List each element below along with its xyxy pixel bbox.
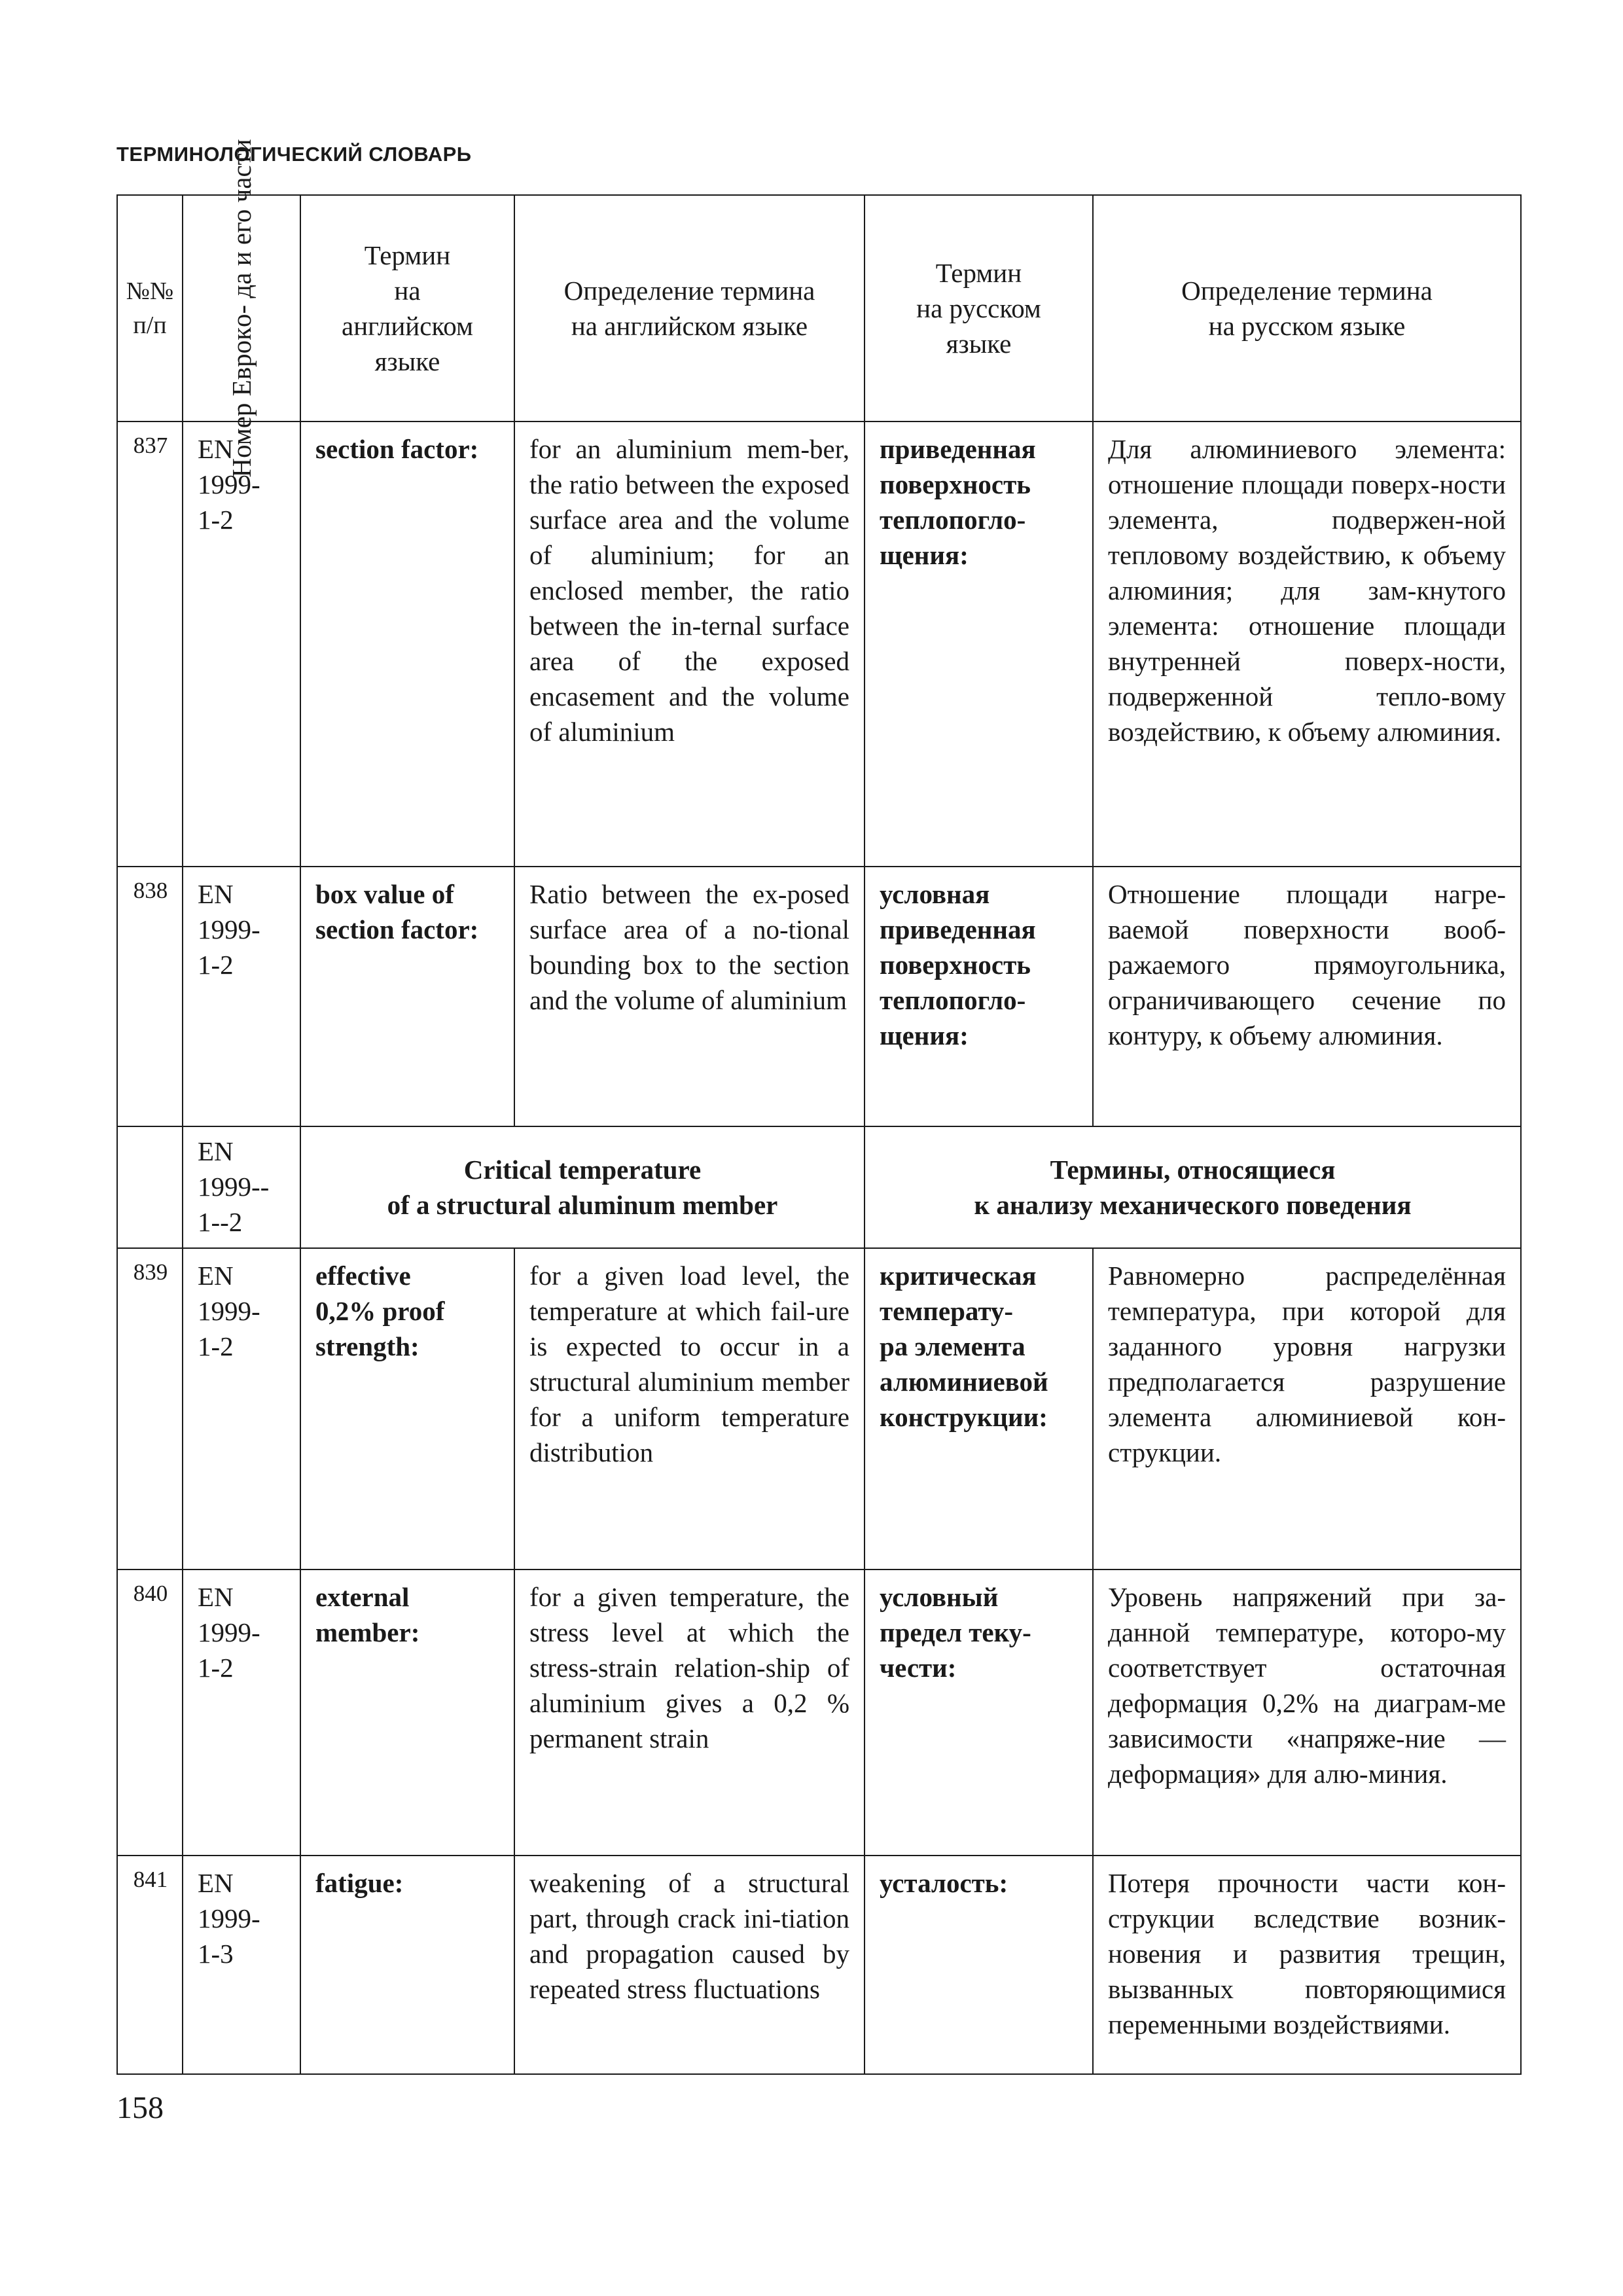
row-definition-en: for a given load level, the temperature at which fail-ure is expected to occur in a structural aluminium member for a uniform temperature distribution	[514, 1248, 865, 1570]
row-term-en: effective 0,2% proof strength:	[300, 1248, 514, 1570]
header-definition-en: Определение термина на английском языке	[514, 195, 865, 422]
header-number: №№ п/п	[117, 195, 183, 422]
header-term-ru: Термин на русском языке	[865, 195, 1093, 422]
section-title-ru: Термины, относящиеся к анализу механического поведения	[865, 1126, 1521, 1248]
row-definition-en: weakening of a structural part, through crack ini-tiation and propagation caused by repeated stress fluctuations	[514, 1856, 865, 2074]
header-row	[117, 195, 1521, 422]
row-term-en: external member:	[300, 1570, 514, 1856]
row-term-en: fatigue:	[300, 1856, 514, 2074]
row-eurocode: EN 1999- 1-2	[183, 1570, 300, 1856]
table-row	[117, 867, 1521, 1126]
header-eurocode	[183, 139, 300, 478]
table-row	[117, 422, 1521, 867]
row-term-ru: приведенная поверхность теплопогло- щения:	[865, 422, 1093, 867]
row-eurocode: EN 1999- 1-3	[183, 1856, 300, 2074]
row-definition-ru: Равномерно распределённая температура, при которой для заданного уровня нагрузки предполагается разрушение элемента алюминиевой кон-струкции.	[1093, 1248, 1521, 1570]
row-definition-ru: Отношение площади нагре-ваемой поверхности вооб-ражаемого прямоугольника, ограничивающего сечение по контуру, к объему алюминия.	[1093, 867, 1521, 1126]
row-number: 837	[117, 422, 183, 867]
row-term-en: box value of section factor:	[300, 867, 514, 1126]
section-eurocode: EN 1999-- 1--2	[183, 1126, 300, 1248]
row-number: 840	[117, 1570, 183, 1856]
row-eurocode: EN 1999- 1-2	[183, 422, 300, 867]
table-row	[117, 1856, 1521, 2074]
header-term-en: Термин на английском языке	[300, 195, 514, 422]
row-term-en: section factor:	[300, 422, 514, 867]
row-eurocode: EN 1999- 1-2	[183, 867, 300, 1126]
row-number: 841	[117, 1856, 183, 2074]
row-definition-ru: Потеря прочности части кон-струкции вследствие возник-новения и развития трещин, вызванных повторяющимися переменными воздействиями.	[1093, 1856, 1521, 2074]
row-definition-en: for an aluminium mem-ber, the ratio between the exposed surface area and the volume of aluminium; for an enclosed member, the ratio between the in-ternal surface area of the exposed encasement and the volume of aluminium	[514, 422, 865, 867]
row-definition-ru: Для алюминиевого элемента: отношение площади поверх-ности элемента, подвержен-ной тепловому воздействию, к объему алюминия; для зам-кнутого элемента: отношение площади внутренней поверх-ности, подверженной тепло-вому воздействию, к объему алюминия.	[1093, 422, 1521, 867]
header-definition-ru: Определение термина на русском языке	[1093, 195, 1521, 422]
section-number	[117, 1126, 183, 1248]
row-definition-en: for a given temperature, the stress level at which the stress-strain relation-ship of aluminium gives a 0,2 % permanent strain	[514, 1570, 865, 1856]
section-row	[117, 1126, 1521, 1248]
row-term-ru: условный предел теку- чести:	[865, 1570, 1093, 1856]
header-eurocode-label: Номер Еврокo- да и его части	[226, 139, 257, 478]
row-number: 838	[117, 867, 183, 1126]
section-title-en: Critical temperature of a structural aluminum member	[300, 1126, 865, 1248]
page-number: 158	[116, 2090, 164, 2125]
row-term-ru: критическая температу- ра элемента алюминиевой конструкции:	[865, 1248, 1093, 1570]
running-title: ТЕРМИНОЛОГИЧЕСКИЙ СЛОВАРЬ	[116, 143, 472, 166]
row-definition-en: Ratio between the ex-posed surface area of a no-tional bounding box to the section and the volume of aluminium	[514, 867, 865, 1126]
row-term-ru: усталость:	[865, 1856, 1093, 2074]
row-number: 839	[117, 1248, 183, 1570]
row-definition-ru: Уровень напряжений при за-данной температуре, которо-му соответствует остаточная деформация 0,2% на диаграм-ме зависимости «напряже-ние — деформация» для алю-миния.	[1093, 1570, 1521, 1856]
row-eurocode: EN 1999- 1-2	[183, 1248, 300, 1570]
table-row	[117, 1248, 1521, 1570]
table-row	[117, 1570, 1521, 1856]
row-term-ru: условная приведенная поверхность теплопогло- щения:	[865, 867, 1093, 1126]
